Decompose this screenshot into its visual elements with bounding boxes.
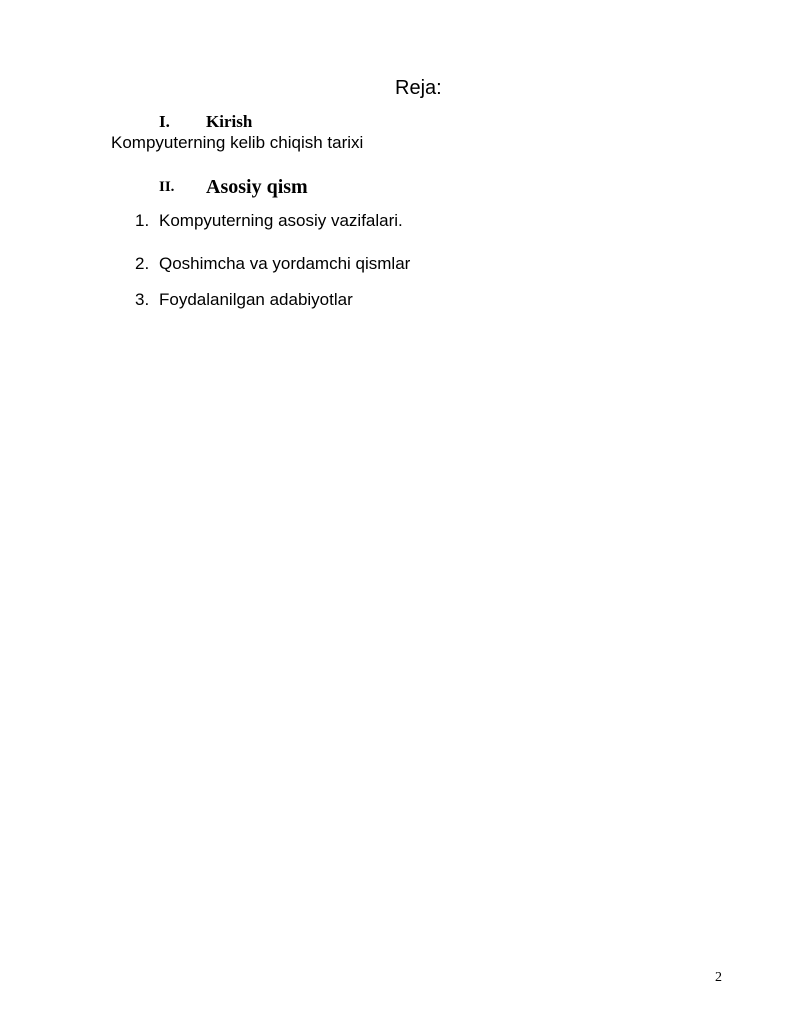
section-2-numeral: II. xyxy=(159,179,175,195)
section-1-subtitle: Kompyuterning kelib chiqish tarixi xyxy=(111,133,364,152)
list-item-text: Foydalanilgan adabiyotlar xyxy=(159,290,353,309)
list-item xyxy=(135,211,403,231)
list-item-number: 3. xyxy=(135,290,150,309)
page-title: Reja: xyxy=(395,77,442,99)
list-item-text: Qoshimcha va yordamchi qismlar xyxy=(159,254,411,273)
list-item xyxy=(135,290,353,310)
section-1-numeral: I. xyxy=(159,112,170,131)
list-item-number: 2. xyxy=(135,254,150,273)
section-1-title: Kirish xyxy=(206,112,253,131)
list-item-number: 1. xyxy=(135,211,150,230)
section-2-title: Asosiy qism xyxy=(206,176,308,198)
page-number: 2 xyxy=(715,970,722,985)
list-item-text: Kompyuterning asosiy vazifalari. xyxy=(159,211,403,230)
list-item xyxy=(135,254,410,274)
